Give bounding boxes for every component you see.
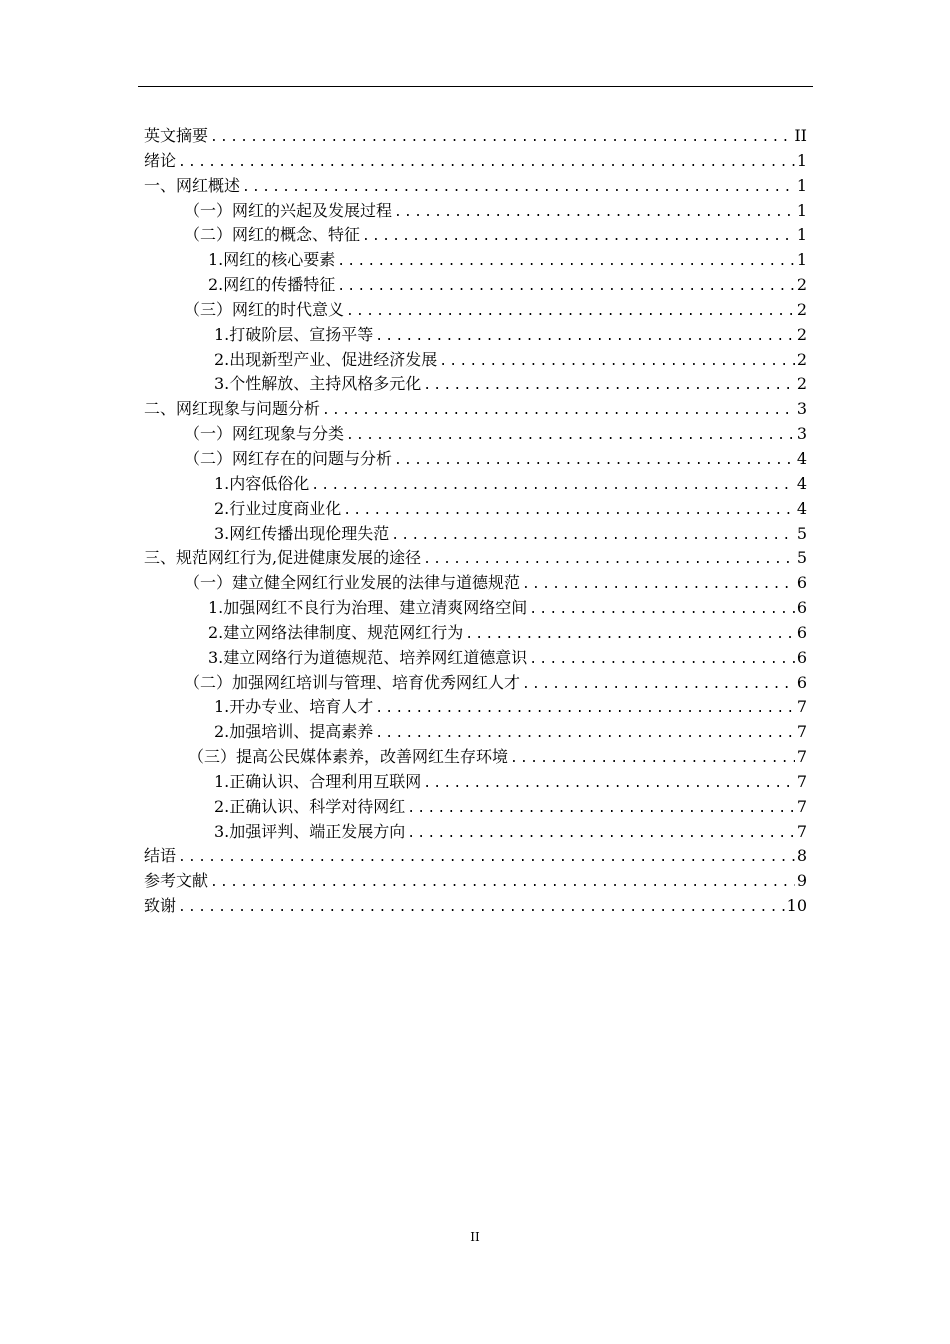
toc-entry-page: 9 [796, 871, 807, 891]
toc-dot-leader [322, 399, 795, 424]
toc-entry-page: 3 [796, 424, 807, 444]
toc-dot-leader [337, 275, 795, 300]
toc-entry-page: 6 [796, 647, 807, 667]
toc-entry-title: 英文摘要 [144, 126, 209, 145]
toc-entry-page: 7 [796, 722, 807, 742]
toc-entry[interactable] [144, 422, 807, 447]
toc-dot-leader [423, 374, 795, 399]
toc-entry[interactable] [144, 770, 807, 795]
toc-entry-title: 一、网红概述 [144, 175, 241, 195]
toc-entry-title: 2.行业过度商业化 [214, 498, 342, 518]
toc-entry-title: 绪论 [144, 150, 177, 170]
table-of-contents [144, 124, 807, 919]
toc-entry[interactable] [144, 869, 807, 894]
toc-entry[interactable] [144, 894, 807, 919]
toc-dot-leader [391, 524, 795, 549]
toc-entry-title: 致谢 [144, 896, 177, 916]
toc-entry-title: （二）网红存在的问题与分析 [184, 448, 393, 468]
toc-entry-title: 2.加强培训、提高素养 [214, 722, 374, 742]
toc-entry[interactable] [144, 646, 807, 671]
toc-entry[interactable] [144, 348, 807, 373]
toc-entry-page: 5 [796, 523, 807, 543]
toc-entry-title: 参考文献 [144, 871, 209, 891]
toc-dot-leader [375, 722, 795, 747]
toc-entry-page: 7 [796, 747, 807, 767]
toc-entry[interactable] [144, 546, 807, 571]
toc-entry[interactable] [144, 397, 807, 422]
toc-dot-leader [178, 151, 795, 176]
toc-entry-page: 4 [796, 448, 807, 468]
toc-entry-title: 3.建立网络行为道德规范、培养网红道德意识 [208, 647, 528, 667]
toc-dot-leader [362, 225, 795, 250]
toc-entry[interactable] [144, 298, 807, 323]
toc-entry-title: 1.开办专业、培育人才 [214, 697, 374, 717]
toc-dot-leader [510, 747, 795, 772]
toc-entry[interactable] [144, 795, 807, 820]
toc-entry-title: 结语 [144, 846, 177, 866]
toc-dot-leader [375, 325, 795, 350]
toc-entry-page: 1 [796, 250, 807, 270]
toc-entry-page: 3 [796, 399, 807, 419]
toc-dot-leader [522, 673, 795, 698]
toc-dot-leader [337, 250, 795, 275]
toc-entry-page: 6 [796, 622, 807, 642]
toc-dot-leader [407, 822, 795, 847]
toc-entry-page: 7 [796, 697, 807, 717]
toc-entry[interactable] [144, 571, 807, 596]
toc-dot-leader [242, 176, 795, 201]
toc-entry-page: 5 [796, 548, 807, 568]
toc-entry[interactable] [144, 124, 807, 149]
toc-entry-title: 3.网红传播出现伦理失范 [214, 523, 390, 543]
toc-entry-title: 2.正确认识、科学对待网红 [214, 796, 406, 816]
toc-dot-leader [210, 871, 795, 896]
header-rule [138, 86, 813, 87]
toc-dot-leader [439, 350, 795, 375]
toc-entry-title: （二）加强网红培训与管理、培育优秀网红人才 [184, 672, 521, 692]
toc-entry[interactable] [144, 372, 807, 397]
toc-entry[interactable] [144, 174, 807, 199]
toc-entry-title: 2.网红的传播特征 [208, 275, 336, 295]
toc-dot-leader [522, 573, 795, 598]
toc-entry[interactable] [144, 472, 807, 497]
toc-entry-title: 2.建立网络法律制度、规范网红行为 [208, 622, 464, 642]
toc-entry[interactable] [144, 820, 807, 845]
toc-entry-page: 7 [796, 821, 807, 841]
toc-entry-page: 6 [796, 573, 807, 593]
toc-entry[interactable] [144, 273, 807, 298]
toc-dot-leader [394, 449, 795, 474]
toc-entry-title: 1.网红的核心要素 [208, 250, 336, 270]
toc-entry-title: 1.正确认识、合理利用互联网 [214, 771, 422, 791]
toc-entry-page: 7 [796, 796, 807, 816]
toc-entry[interactable] [144, 844, 807, 869]
toc-dot-leader [529, 648, 795, 673]
toc-dot-leader [343, 499, 795, 524]
toc-dot-leader [423, 548, 795, 573]
toc-entry-page: 2 [796, 374, 807, 394]
toc-entry-title: 2.出现新型产业、促进经济发展 [214, 349, 438, 369]
toc-entry-page: 1 [796, 225, 807, 245]
toc-entry-title: （一）建立健全网红行业发展的法律与道德规范 [184, 573, 521, 593]
toc-entry-title: （一）网红现象与分类 [184, 424, 345, 444]
toc-dot-leader [375, 697, 795, 722]
toc-dot-leader [311, 474, 795, 499]
toc-entry-page: 1 [796, 150, 807, 170]
toc-dot-leader [394, 201, 795, 226]
toc-entry[interactable] [144, 745, 807, 770]
toc-entry-page: II [794, 126, 807, 145]
toc-entry-title: 3.个性解放、主持风格多元化 [214, 374, 422, 394]
page-number: II [470, 1230, 480, 1244]
toc-dot-leader [529, 598, 795, 623]
toc-entry-title: 二、网红现象与问题分析 [144, 399, 321, 419]
toc-entry[interactable] [144, 323, 807, 348]
toc-entry[interactable] [144, 497, 807, 522]
toc-entry-title: 3.加强评判、端正发展方向 [214, 821, 406, 841]
toc-dot-leader [465, 623, 795, 648]
toc-entry[interactable] [144, 223, 807, 248]
toc-entry-page: 2 [796, 275, 807, 295]
toc-dot-leader [346, 424, 795, 449]
toc-dot-leader [423, 772, 795, 797]
toc-dot-leader [178, 846, 795, 871]
toc-entry[interactable] [144, 621, 807, 646]
toc-entry-title: （三）提高公民媒体素养，改善网红生存环境 [188, 747, 509, 767]
toc-entry-page: 1 [796, 200, 807, 220]
toc-entry-page: 4 [796, 498, 807, 518]
toc-entry-page: 1 [796, 175, 807, 195]
toc-dot-leader [210, 126, 792, 151]
toc-entry-title: 1.加强网红不良行为治理、建立清爽网络空间 [208, 598, 528, 618]
toc-entry[interactable] [144, 248, 807, 273]
toc-entry[interactable] [144, 695, 807, 720]
toc-entry[interactable] [144, 720, 807, 745]
toc-entry-title: （三）网红的时代意义 [184, 299, 345, 319]
toc-entry-page: 2 [796, 349, 807, 369]
toc-entry[interactable] [144, 447, 807, 472]
toc-entry[interactable] [144, 149, 807, 174]
toc-entry-page: 4 [796, 473, 807, 493]
toc-entry-page: 6 [796, 672, 807, 692]
toc-entry-page: 2 [796, 324, 807, 344]
toc-entry-title: 1.内容低俗化 [214, 473, 310, 493]
toc-entry-title: （一）网红的兴起及发展过程 [184, 200, 393, 220]
toc-entry-title: 1.打破阶层、宣扬平等 [214, 324, 374, 344]
toc-dot-leader [178, 896, 785, 921]
toc-entry-title: 三、规范网红行为,促进健康发展的途径 [144, 548, 422, 568]
toc-entry[interactable] [144, 671, 807, 696]
toc-entry-page: 7 [796, 771, 807, 791]
toc-entry[interactable] [144, 199, 807, 224]
toc-entry-page: 10 [786, 896, 807, 916]
toc-entry[interactable] [144, 522, 807, 547]
toc-dot-leader [346, 300, 795, 325]
toc-entry[interactable] [144, 596, 807, 621]
toc-dot-leader [407, 797, 795, 822]
toc-entry-page: 6 [796, 598, 807, 618]
toc-entry-title: （二）网红的概念、特征 [184, 225, 361, 245]
toc-entry-page: 2 [796, 299, 807, 319]
toc-entry-page: 8 [796, 846, 807, 866]
